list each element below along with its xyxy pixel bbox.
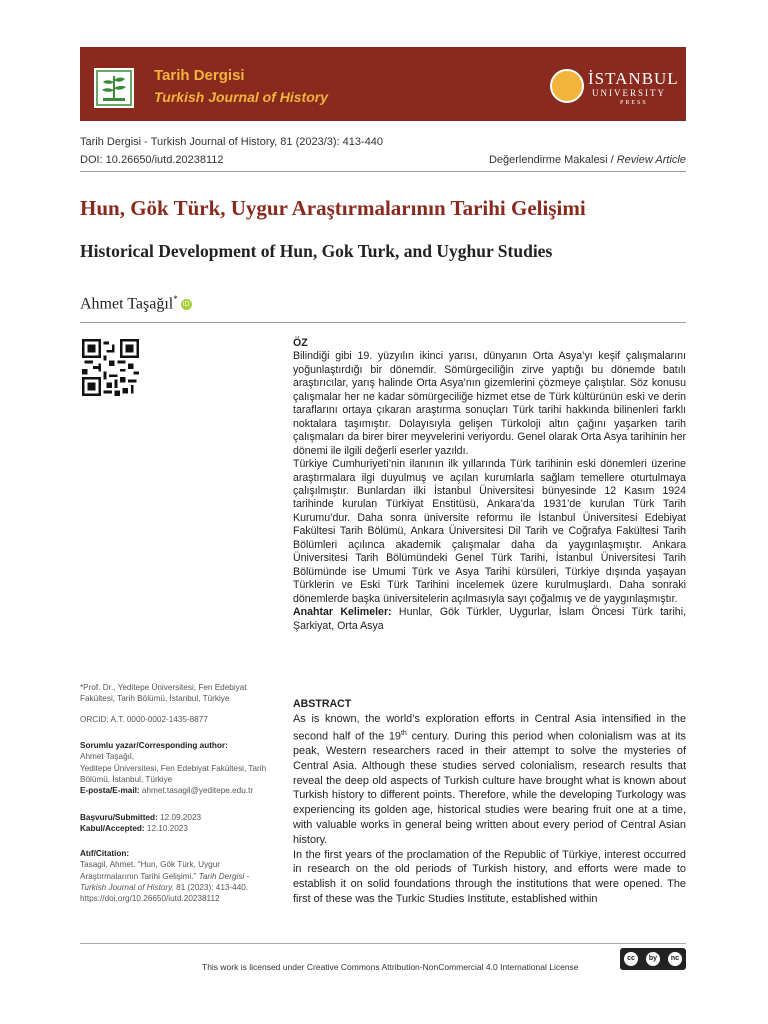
sidebar-correspondence bbox=[80, 740, 275, 796]
abstract-paragraph-1 bbox=[293, 712, 686, 848]
cc-license-badge-icon[interactable] bbox=[620, 948, 686, 970]
corresponding-name: Ahmet Taşağıl, bbox=[80, 752, 135, 762]
citation-journal: Tarih Dergisi - Turkish Journal of History, bbox=[80, 871, 250, 892]
author-line bbox=[80, 294, 192, 313]
abstract-paragraph-2: In the first years of the proclamation of the Republic of Türkiye, interest occurred in research on the old periods of Turkish history, and efforts were made to establish it on solid foundations through the institutions that were opened. The first of these was the Turkic Studies Institute, established within bbox=[293, 848, 686, 905]
author-name: Ahmet Taşağıl bbox=[80, 295, 174, 313]
citation-text-1: Tasagil, Ahmet. “Hun, Gök Türk, Uygur Araştırmalarının Tarihi Gelişimi.” bbox=[80, 860, 220, 881]
accepted-label: Kabul/Accepted: bbox=[80, 824, 145, 834]
cc-icon: cc bbox=[624, 952, 638, 966]
oz-paragraph-1: Bilindiği gibi 19. yüzyılın ikinci yarısı, dünyanın Orta Asya’yı keşif çalışmalarını yoğunlaştırdığı bir dönemdir. Sömürgeciliğin zirve yaptığı bu dönemde batılı araştırıcılar, yarış halinde Orta Asya’nın gizemlerini çözmeye çalıştılar. Söz konusu çalışmalar her ne kadar sömürgeciliğe hizmet etse de Türk kültürünün eski ve derin taraflarını ortaya çıkaran araştırma sonuçları Türk tarihi hakkında bilinenleri farklı noktalara taşımıştır. Dolayısıyla gelişen Türkoloji altın çağını yaşarken tarih çalışmaları da birer birer meyvelerini veriyordu. Genel olarak Orta Asya tarihinin her dönemi ile ilgili değerli eserler yazıldı. bbox=[293, 350, 686, 457]
oz-section bbox=[293, 337, 686, 633]
sidebar-orcid[interactable]: ORCID: A.T. 0000-0002-1435-8877 bbox=[80, 715, 208, 724]
author-marker: * bbox=[173, 294, 178, 304]
journal-citation-line: Tarih Dergisi - Turkish Journal of History, 81 (2023/3): 413-440 bbox=[80, 136, 384, 148]
journal-logo-icon bbox=[94, 68, 134, 108]
abstract-heading: ABSTRACT bbox=[293, 698, 352, 710]
title-divider bbox=[80, 322, 686, 323]
publisher-name: İSTANBUL bbox=[588, 69, 679, 88]
email-link[interactable]: ahmet.tasagil@yeditepe.edu.tr bbox=[141, 786, 254, 796]
nc-icon: nc bbox=[668, 952, 682, 966]
by-icon: by bbox=[646, 952, 660, 966]
doi-line[interactable]: DOI: 10.26650/iutd.20238112 bbox=[80, 154, 224, 166]
corresponding-address: Yeditepe Üniversitesi, Fen Edebiyat Fakültesi, Tarih Bölümü, İstanbul, Türkiye bbox=[80, 763, 267, 784]
footer-divider bbox=[80, 943, 686, 944]
submitted-date: 12.09.2023 bbox=[160, 813, 202, 822]
oz-keywords bbox=[293, 606, 686, 633]
abstract-p1-a: As is known, the world’s exploration efforts in Central Asia intensified in the second half of the 19 bbox=[293, 712, 686, 743]
title-turkish: Hun, Gök Türk, Uygur Araştırmalarının Tarihi Gelişimi bbox=[80, 196, 586, 220]
article-type-en: Review Article bbox=[616, 154, 686, 166]
orcid-icon[interactable]: iD bbox=[181, 299, 192, 310]
qr-code-icon[interactable] bbox=[80, 339, 141, 396]
sidebar-dates bbox=[80, 812, 275, 835]
keywords-label: Anahtar Kelimeler: bbox=[293, 606, 392, 619]
journal-subtitle: Turkish Journal of History bbox=[154, 89, 328, 105]
publisher-university: UNIVERSITY bbox=[592, 88, 666, 98]
header-divider bbox=[80, 171, 686, 172]
corresponding-label: Sorumlu yazar/Corresponding author: bbox=[80, 741, 228, 750]
article-type bbox=[489, 154, 686, 166]
oz-heading: ÖZ bbox=[293, 337, 308, 349]
license-text: This work is licensed under Creative Commons Attribution-NonCommercial 4.0 International License bbox=[202, 962, 579, 972]
university-seal-icon bbox=[550, 69, 584, 103]
keywords-text: Hunlar, Gök Türkler, Uygurlar, İslam Öncesi Türk tarihi, Şarkiyat, Orta Asya bbox=[293, 606, 686, 632]
sidebar-affiliation: *Prof. Dr., Yeditepe Üniversitesi, Fen Edebiyat Fakültesi, Tarih Bölümü, İstanbul, Türkiye bbox=[80, 683, 247, 704]
submitted-label: Başvuru/Submitted: bbox=[80, 813, 158, 822]
email-label: E-posta/E-mail: bbox=[80, 786, 140, 796]
journal-title: Tarih Dergisi bbox=[154, 67, 245, 84]
abstract-p1-sup: th bbox=[400, 729, 407, 737]
accepted-date: 12.10.2023 bbox=[146, 824, 188, 834]
article-type-tr: Değerlendirme Makalesi / bbox=[488, 154, 617, 166]
title-english: Historical Development of Hun, Gok Turk, and Uyghur Studies bbox=[80, 241, 553, 261]
citation-label: Atıf/Citation: bbox=[80, 849, 130, 858]
abstract-p1-b: century. During this period when colonialism was at its peak, Western researchers raced in their attempt to solve the mysteries of Central Asia. Although these studies served colonialism, research results that reveal the deep old aspects of Turkish culture have brought what is known about Turkish history to different points. Therefore, while the developing Turkology was experiencing its golden age, historical studies were bearing fruit one at a time, with valuable works in general being written about every period of Central Asian history. bbox=[293, 730, 686, 846]
publisher-press: PRESS bbox=[620, 100, 648, 106]
abstract-section bbox=[293, 697, 686, 907]
sidebar-citation bbox=[80, 848, 275, 904]
citation-text-2[interactable]: 81 (2023): 413-440. https://doi.org/10.26650/iutd.20238112 bbox=[80, 882, 249, 904]
oz-paragraph-2: Türkiye Cumhuriyeti’nin ilanının ilk yıllarında Türk tarihinin eski dönemleri üzerine araştırmalara ilgi duyulmuş ve açılan kurumlarla sağlam temellere oturtulmaya çalışılmıştır. Bunlardan ilki İstanbul Üniversitesi bünyesinde 12 Kasım 1924 tarihinde kurulan Türkiyat Enstitüsü, Ankara’da 1931’de kurulan Türk Tarih Kurumu’dur. Daha sonra üniversite reformu ile İstanbul Üniversitesi Edebiyat Fakültesi Tarih Bölümü, Ankara Üniversitesi Dil Tarih ve Coğrafya Fakültesi Tarih Bölümleri açılınca akademik çalışmalar daha da yaygınlaşmıştır. Ankara Üniversitesi Tarih Bölümündeki Genel Türk Tarihi, İstanbul Üniversitesi Tarih Bölümünde ise Umumi Türk ve Asya Tarihi kürsüleri, Türkiye dışında yaşayan Türklerin ve Eski Türk Tarihini incelemek üzere kurulmuşlardı. Daha sonraki dönemlerde başka üniversitelerin açılmasıyla sayı çoğalmış ve de yaygınlaşmıştır. bbox=[293, 458, 686, 605]
journal-banner bbox=[80, 47, 686, 121]
